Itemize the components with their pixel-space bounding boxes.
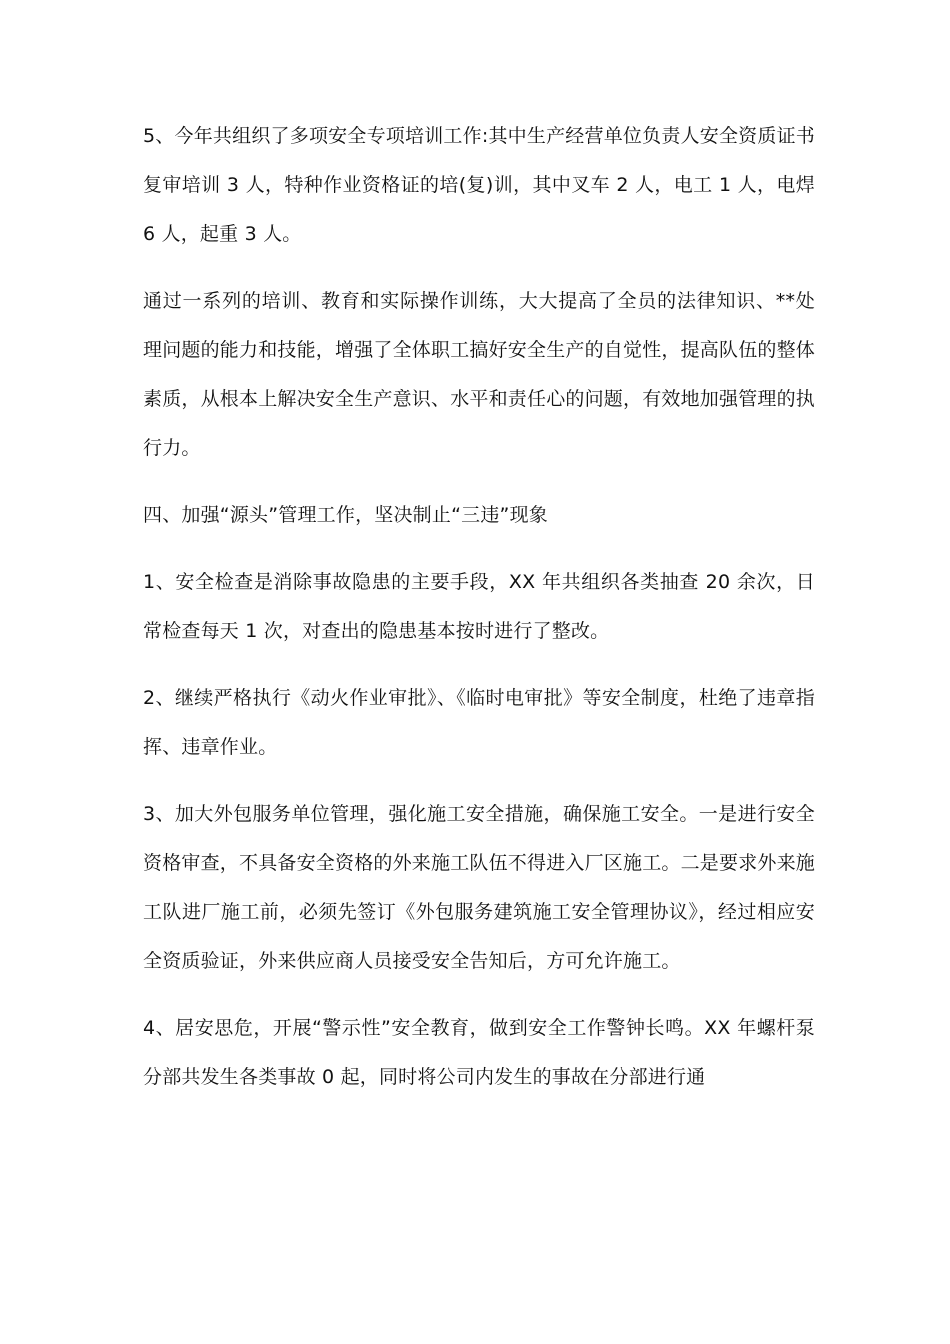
- paragraph-inspection-item-4: 4、居安思危，开展“警示性”安全教育，做到安全工作警钟长鸣。XX 年螺杆泵分部共发生各类事故 0 起，同时将公司内发生的事故在分部进行通: [143, 1017, 815, 1088]
- paragraph-inspection-item-3: 3、加大外包服务单位管理，强化施工安全措施，确保施工安全。一是进行安全资格审查，不具备安全资格的外来施工队伍不得进入厂区施工。二是要求外来施工队进厂施工前，必须先签订《外包服务建筑施工安全管理协议》，经过相应安全资质验证，外来供应商人员接受安全告知后，方可允许施工。: [143, 803, 816, 972]
- document-body: [143, 112, 815, 1120]
- paragraph-training-item-5: 5、今年共组织了多项安全专项培训工作:其中生产经营单位负责人安全资质证书复审培训 3 人，特种作业资格证的培(复)训，其中叉车 2 人，电工 1 人，电焊 6 人，起重 3 人。: [143, 125, 815, 245]
- paragraph-inspection-item-1: 1、安全检查是消除事故隐患的主要手段，XX 年共组织各类抽查 20 余次，日常检查每天 1 次，对查出的隐患基本按时进行了整改。: [143, 571, 815, 642]
- paragraph-inspection-item-2: 2、继续严格执行《动火作业审批》、《临时电审批》等安全制度，杜绝了违章指挥、违章作业。: [143, 687, 815, 758]
- section-heading-four: 四、加强“源头”管理工作，坚决制止“三违”现象: [143, 504, 548, 526]
- paragraph-training-summary: 通过一系列的培训、教育和实际操作训练，大大提高了全员的法律知识、**处理问题的能力和技能，增强了全体职工搞好安全生产的自觉性，提高队伍的整体素质，从根本上解决安全生产意识、水平和责任心的问题，有效地加强管理的执行力。: [143, 290, 816, 459]
